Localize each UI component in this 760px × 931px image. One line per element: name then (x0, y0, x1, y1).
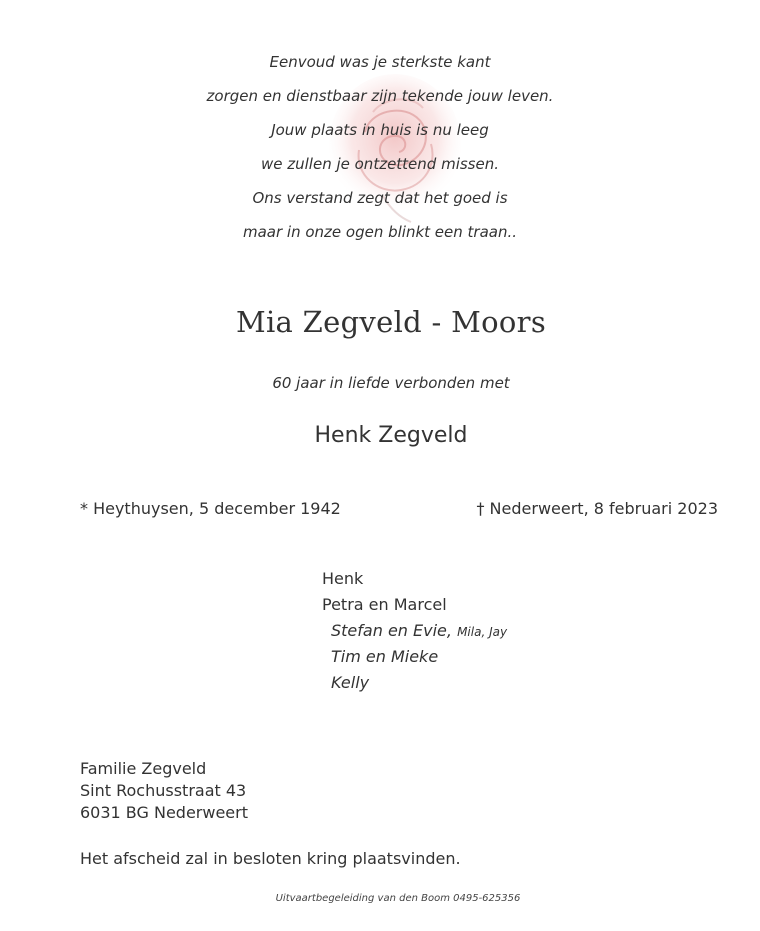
death-info: † Nederweert, 8 februari 2023 (476, 499, 718, 518)
address-block (80, 758, 248, 824)
family-list (322, 566, 507, 696)
poem-line: maar in onze ogen blinkt een traan.. (242, 223, 518, 241)
poem-line: we zullen je ontzettend missen. (260, 155, 499, 173)
family-husband: Henk (322, 569, 364, 588)
address-street: Sint Rochusstraat 43 (80, 781, 247, 800)
family-grandchild (322, 644, 507, 670)
poem-line: Jouw plaats in huis is nu leeg (271, 121, 489, 139)
poem-line: Ons verstand zegt dat het goed is (252, 189, 508, 207)
greatgrandchild-names: Mila, Jay (457, 625, 508, 639)
poem-line: zorgen en dienstbaar zijn tekende jouw leven. (206, 87, 554, 105)
partner-name: Henk Zegveld (314, 423, 468, 448)
poem (0, 48, 760, 252)
address-city: 6031 BG Nederweert (80, 803, 248, 822)
birth-info: * Heythuysen, 5 december 1942 (80, 499, 341, 518)
family-child: Petra en Marcel (322, 595, 447, 614)
family-grandchild (322, 618, 507, 644)
address-family-name: Familie Zegveld (80, 759, 207, 778)
grandchild-names: Stefan en Evie, (331, 621, 452, 640)
married-text: 60 jaar in liefde verbonden met (272, 374, 510, 392)
family-grandchild (322, 670, 507, 696)
funeral-notice: Het afscheid zal in besloten kring plaatsvinden. (80, 849, 461, 868)
footer-funeral-director: Uitvaartbegeleiding van den Boom 0495-625356 (275, 893, 521, 904)
grandchild-names: Tim en Mieke (331, 647, 439, 666)
grandchild-names: Kelly (331, 673, 370, 692)
poem-line: Eenvoud was je sterkste kant (269, 53, 491, 71)
deceased-name: Mia Zegveld - Moors (235, 305, 547, 339)
